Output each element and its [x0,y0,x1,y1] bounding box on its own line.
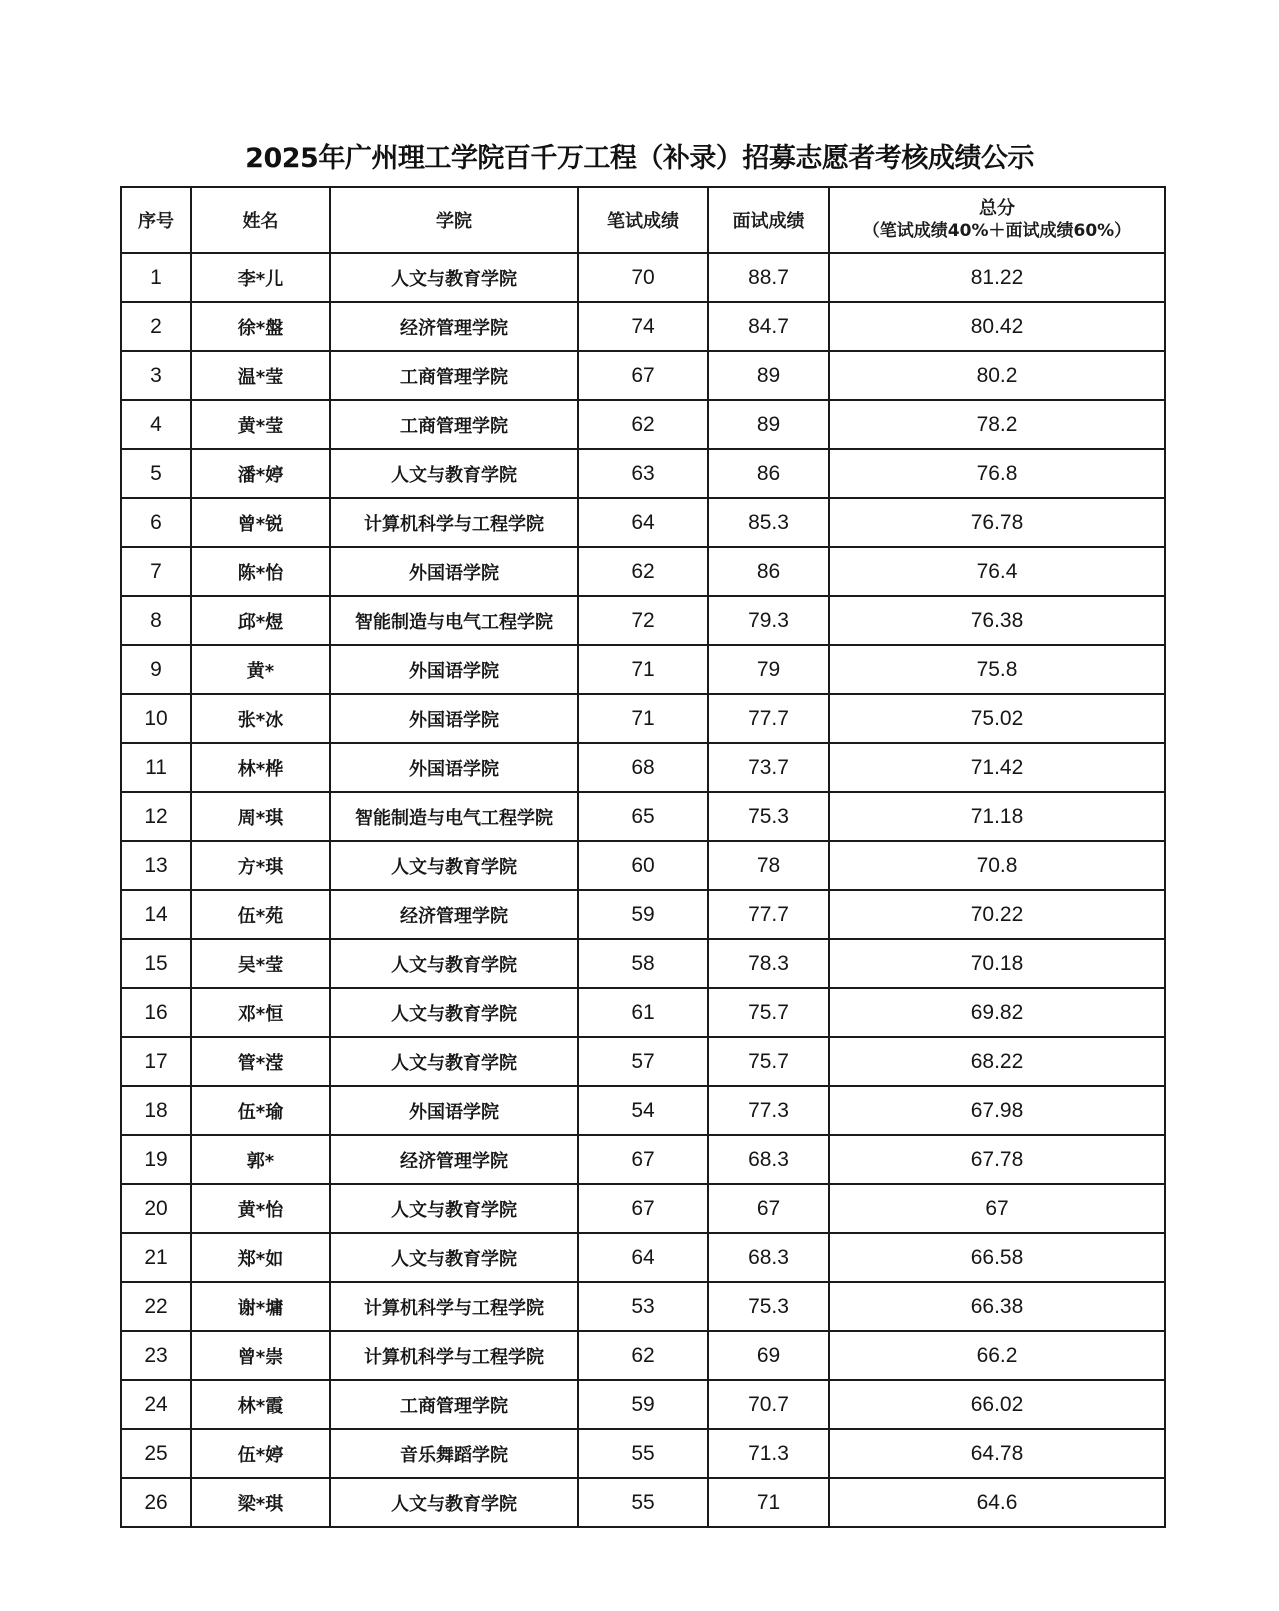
cell-written-score: 62 [578,1331,708,1380]
cell-seq: 14 [121,890,191,939]
cell-seq: 16 [121,988,191,1037]
cell-written-score: 74 [578,302,708,351]
table-row [121,792,1165,841]
cell-interview-score: 69 [708,1331,829,1380]
cell-name: 邓*恒 [191,988,330,1037]
cell-name: 吴*莹 [191,939,330,988]
cell-interview-score: 89 [708,400,829,449]
cell-college: 智能制造与电气工程学院 [330,792,578,841]
cell-seq: 19 [121,1135,191,1184]
cell-college: 工商管理学院 [330,351,578,400]
header-interview-score: 面试成绩 [708,187,829,253]
cell-total-score: 80.2 [829,351,1165,400]
cell-written-score: 71 [578,694,708,743]
cell-total-score: 64.6 [829,1478,1165,1527]
cell-seq: 7 [121,547,191,596]
cell-written-score: 61 [578,988,708,1037]
cell-total-score: 70.22 [829,890,1165,939]
cell-interview-score: 89 [708,351,829,400]
cell-name: 林*桦 [191,743,330,792]
cell-name: 黄*莹 [191,400,330,449]
table-row [121,400,1165,449]
cell-college: 人文与教育学院 [330,1037,578,1086]
cell-name: 曾*崇 [191,1331,330,1380]
cell-written-score: 65 [578,792,708,841]
cell-seq: 12 [121,792,191,841]
cell-interview-score: 71 [708,1478,829,1527]
cell-interview-score: 77.3 [708,1086,829,1135]
header-row [121,187,1165,253]
score-table-body [121,253,1165,1527]
cell-written-score: 68 [578,743,708,792]
cell-college: 外国语学院 [330,694,578,743]
cell-name: 黄* [191,645,330,694]
cell-name: 郑*如 [191,1233,330,1282]
cell-written-score: 57 [578,1037,708,1086]
cell-seq: 24 [121,1380,191,1429]
cell-total-score: 71.42 [829,743,1165,792]
cell-name: 梁*琪 [191,1478,330,1527]
cell-college: 智能制造与电气工程学院 [330,596,578,645]
table-row [121,841,1165,890]
cell-seq: 9 [121,645,191,694]
cell-seq: 4 [121,400,191,449]
cell-college: 人文与教育学院 [330,841,578,890]
cell-name: 谢*墉 [191,1282,330,1331]
cell-total-score: 66.58 [829,1233,1165,1282]
cell-name: 伍*婷 [191,1429,330,1478]
cell-college: 人文与教育学院 [330,1478,578,1527]
cell-interview-score: 75.7 [708,1037,829,1086]
cell-name: 温*莹 [191,351,330,400]
cell-total-score: 67.78 [829,1135,1165,1184]
cell-seq: 20 [121,1184,191,1233]
cell-total-score: 67 [829,1184,1165,1233]
cell-written-score: 55 [578,1478,708,1527]
cell-interview-score: 78 [708,841,829,890]
cell-interview-score: 68.3 [708,1135,829,1184]
cell-college: 经济管理学院 [330,1135,578,1184]
cell-interview-score: 79 [708,645,829,694]
cell-written-score: 62 [578,400,708,449]
cell-total-score: 66.38 [829,1282,1165,1331]
cell-written-score: 72 [578,596,708,645]
cell-college: 经济管理学院 [330,890,578,939]
cell-written-score: 64 [578,498,708,547]
cell-college: 外国语学院 [330,1086,578,1135]
cell-seq: 25 [121,1429,191,1478]
cell-name: 徐*盤 [191,302,330,351]
cell-college: 人文与教育学院 [330,253,578,302]
cell-interview-score: 71.3 [708,1429,829,1478]
cell-name: 方*琪 [191,841,330,890]
cell-interview-score: 75.3 [708,792,829,841]
cell-written-score: 67 [578,1135,708,1184]
cell-seq: 17 [121,1037,191,1086]
cell-interview-score: 88.7 [708,253,829,302]
cell-college: 人文与教育学院 [330,449,578,498]
cell-written-score: 67 [578,351,708,400]
page-title: 2025年广州理工学院百千万工程（补录）招募志愿者考核成绩公示 [245,143,1034,174]
table-row [121,1331,1165,1380]
cell-total-score: 76.4 [829,547,1165,596]
cell-college: 音乐舞蹈学院 [330,1429,578,1478]
cell-name: 林*霞 [191,1380,330,1429]
header-name: 姓名 [191,187,330,253]
table-row [121,547,1165,596]
cell-interview-score: 86 [708,547,829,596]
cell-name: 潘*婷 [191,449,330,498]
cell-written-score: 71 [578,645,708,694]
cell-interview-score: 77.7 [708,694,829,743]
cell-college: 人文与教育学院 [330,1184,578,1233]
cell-seq: 23 [121,1331,191,1380]
cell-total-score: 78.2 [829,400,1165,449]
cell-seq: 26 [121,1478,191,1527]
cell-name: 陈*怡 [191,547,330,596]
table-row [121,1282,1165,1331]
cell-name: 伍*瑜 [191,1086,330,1135]
table-row [121,449,1165,498]
cell-total-score: 75.8 [829,645,1165,694]
cell-interview-score: 75.3 [708,1282,829,1331]
cell-college: 经济管理学院 [330,302,578,351]
cell-written-score: 59 [578,890,708,939]
cell-total-score: 75.02 [829,694,1165,743]
cell-college: 人文与教育学院 [330,988,578,1037]
cell-seq: 8 [121,596,191,645]
cell-total-score: 76.78 [829,498,1165,547]
header-total-title: 总分 [979,198,1015,219]
cell-interview-score: 70.7 [708,1380,829,1429]
cell-written-score: 62 [578,547,708,596]
cell-written-score: 53 [578,1282,708,1331]
cell-name: 周*琪 [191,792,330,841]
table-row [121,939,1165,988]
table-row [121,596,1165,645]
cell-written-score: 55 [578,1429,708,1478]
cell-name: 黄*怡 [191,1184,330,1233]
cell-college: 计算机科学与工程学院 [330,1331,578,1380]
table-row [121,253,1165,302]
cell-college: 工商管理学院 [330,400,578,449]
score-table-header [121,187,1165,253]
table-row [121,890,1165,939]
cell-written-score: 60 [578,841,708,890]
cell-college: 外国语学院 [330,743,578,792]
cell-interview-score: 84.7 [708,302,829,351]
cell-seq: 21 [121,1233,191,1282]
table-row [121,694,1165,743]
table-row [121,351,1165,400]
table-row [121,1380,1165,1429]
cell-name: 邱*煜 [191,596,330,645]
table-row [121,1233,1165,1282]
cell-total-score: 67.98 [829,1086,1165,1135]
cell-interview-score: 85.3 [708,498,829,547]
cell-written-score: 67 [578,1184,708,1233]
cell-interview-score: 67 [708,1184,829,1233]
cell-written-score: 59 [578,1380,708,1429]
cell-total-score: 76.38 [829,596,1165,645]
header-total-score [829,187,1165,253]
score-table [120,186,1166,1528]
cell-seq: 10 [121,694,191,743]
cell-written-score: 58 [578,939,708,988]
cell-college: 外国语学院 [330,645,578,694]
cell-total-score: 69.82 [829,988,1165,1037]
cell-name: 伍*苑 [191,890,330,939]
header-written-score: 笔试成绩 [578,187,708,253]
cell-name: 李*儿 [191,253,330,302]
cell-interview-score: 79.3 [708,596,829,645]
table-row [121,1429,1165,1478]
cell-college: 计算机科学与工程学院 [330,498,578,547]
table-row [121,645,1165,694]
cell-total-score: 81.22 [829,253,1165,302]
cell-written-score: 63 [578,449,708,498]
cell-college: 人文与教育学院 [330,1233,578,1282]
cell-name: 曾*锐 [191,498,330,547]
cell-name: 郭* [191,1135,330,1184]
cell-name: 管*滢 [191,1037,330,1086]
cell-interview-score: 86 [708,449,829,498]
header-total-formula: （笔试成绩40%＋面试成绩60%） [862,221,1132,241]
table-row [121,1086,1165,1135]
cell-interview-score: 78.3 [708,939,829,988]
cell-seq: 11 [121,743,191,792]
table-row [121,1478,1165,1527]
table-row [121,302,1165,351]
cell-college: 人文与教育学院 [330,939,578,988]
cell-interview-score: 73.7 [708,743,829,792]
cell-seq: 6 [121,498,191,547]
cell-interview-score: 77.7 [708,890,829,939]
cell-interview-score: 68.3 [708,1233,829,1282]
cell-seq: 15 [121,939,191,988]
cell-total-score: 70.8 [829,841,1165,890]
cell-written-score: 64 [578,1233,708,1282]
cell-total-score: 66.02 [829,1380,1165,1429]
cell-college: 工商管理学院 [330,1380,578,1429]
table-row [121,1037,1165,1086]
cell-total-score: 70.18 [829,939,1165,988]
cell-total-score: 80.42 [829,302,1165,351]
table-row [121,1184,1165,1233]
cell-name: 张*冰 [191,694,330,743]
cell-seq: 2 [121,302,191,351]
cell-seq: 1 [121,253,191,302]
cell-college: 计算机科学与工程学院 [330,1282,578,1331]
table-row [121,1135,1165,1184]
cell-total-score: 66.2 [829,1331,1165,1380]
cell-seq: 5 [121,449,191,498]
header-seq: 序号 [121,187,191,253]
table-row [121,498,1165,547]
cell-total-score: 76.8 [829,449,1165,498]
cell-seq: 3 [121,351,191,400]
table-row [121,988,1165,1037]
cell-seq: 22 [121,1282,191,1331]
cell-total-score: 71.18 [829,792,1165,841]
cell-seq: 13 [121,841,191,890]
cell-written-score: 70 [578,253,708,302]
cell-seq: 18 [121,1086,191,1135]
cell-college: 外国语学院 [330,547,578,596]
cell-interview-score: 75.7 [708,988,829,1037]
cell-total-score: 68.22 [829,1037,1165,1086]
cell-total-score: 64.78 [829,1429,1165,1478]
table-row [121,743,1165,792]
header-college: 学院 [330,187,578,253]
cell-written-score: 54 [578,1086,708,1135]
